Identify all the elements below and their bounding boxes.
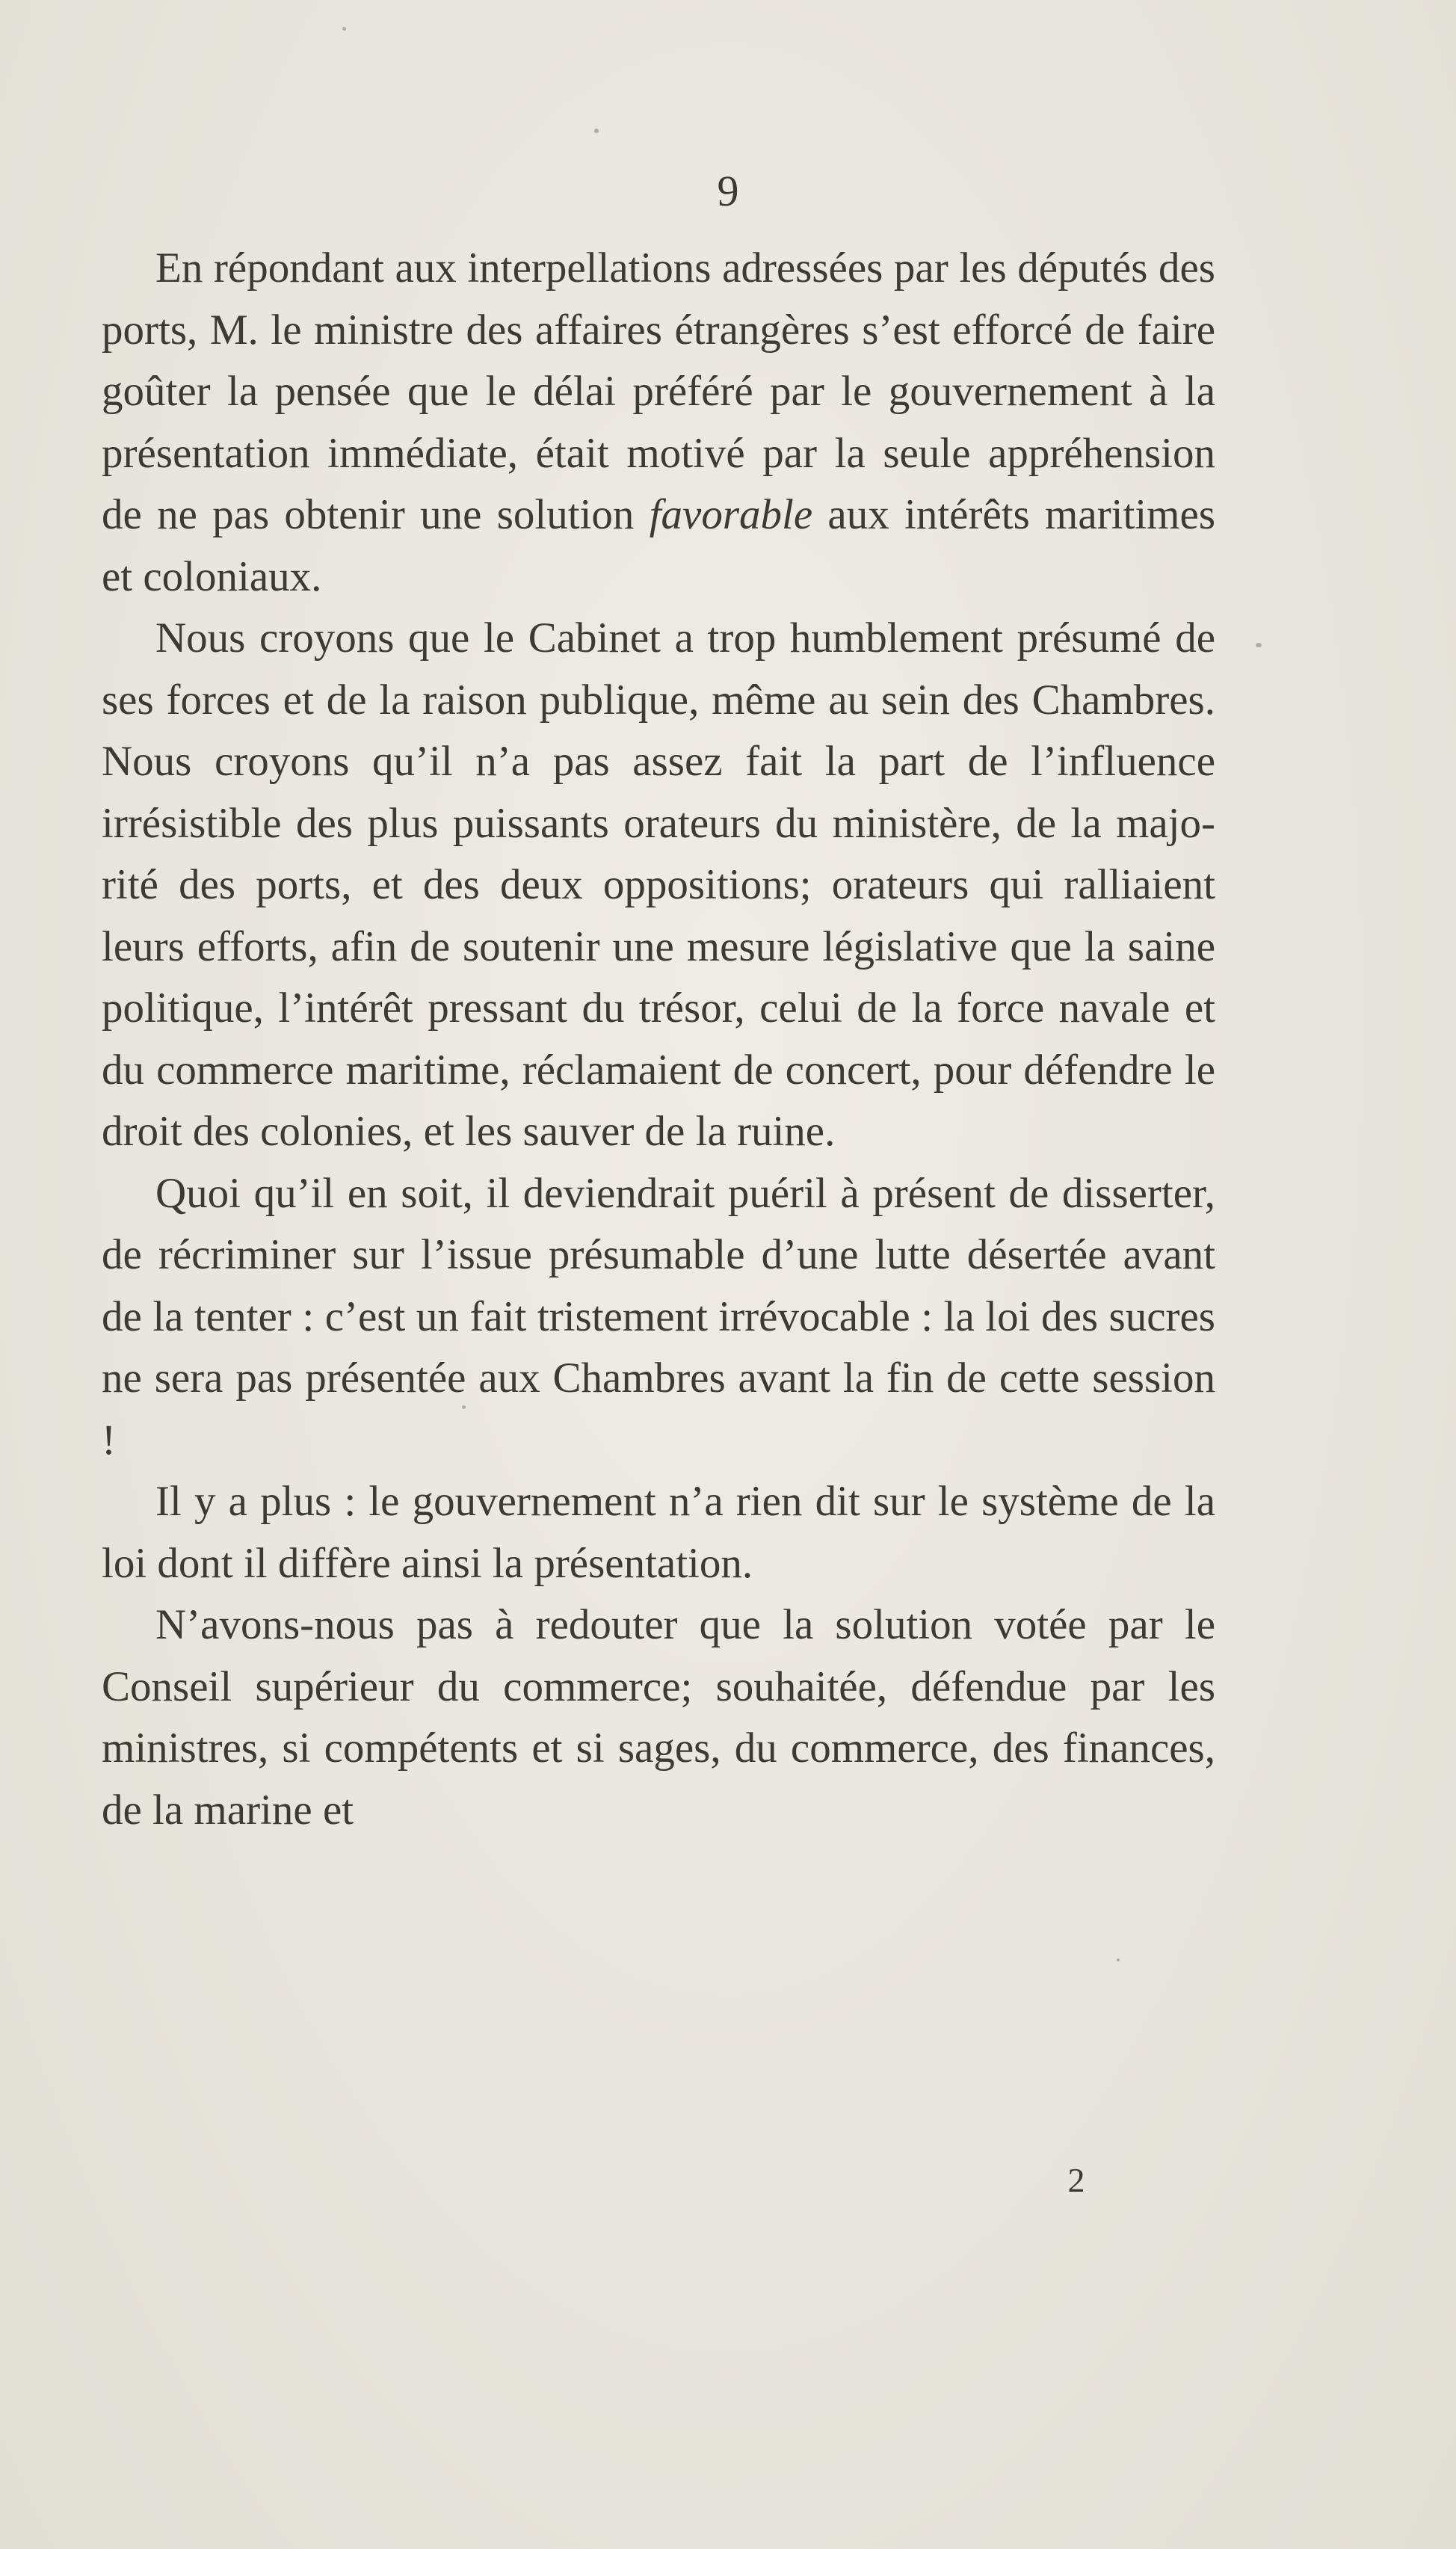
paper-speck [594,129,599,133]
paper-speck [462,1405,466,1409]
paper-speck [1117,1958,1120,1961]
paper-speck [342,27,346,31]
body-text [102,238,1215,1841]
paragraph-3: Quoi qu’il en soit, il deviendrait puéril à présent de disserter, de récriminer sur l’issue présumable d’une lutte désertée avant de la tenter : c’est un fait tristement irrévocable : la loi des sucres ne sera pas présentée aux Chambres avant la fin de cette session ! [102,1169,1215,1464]
paragraph-2: Nous croyons que le Cabinet a trop humblement présumé de ses forces et de la raison publique, même au sein des Chambres. Nous croyons qu’il n’a pas assez fait la part de l’influence irrésistible des plus puissants orateurs du ministère, de la majorité des ports, et des deux oppositions; orateurs qui ralliaient leurs efforts, afin de soutenir une mesure législative que la saine politique, l’intérêt pressant du trésor, celui de la force navale et du commerce maritime, réclamaient de concert, pour défendre le droit des colonies, et les sauver de la ruine. [102,614,1215,1155]
page-number: 9 [717,167,739,215]
paragraph-1 [102,238,1215,608]
signature-mark: 2 [1067,2161,1085,2199]
paragraph-1-italic-word: favorable [649,491,813,538]
paragraph-1-text: En répondant aux interpellations adressées par les députés des ports, M. le ministre des affaires étrangères s’est efforcé de faire goûter la pensée que le délai préféré par le gouvernement à la présentation immédiate, était motivé par la seule appréhension de ne pas obtenir une solution [102,244,1215,538]
paragraph-1-text-end: aux intérêts maritimes et coloniaux. [102,491,1215,600]
paragraph-4: Il y a plus : le gouvernement n’a rien dit sur le système de la loi dont il diffère ainsi la présentation. [102,1478,1215,1587]
paper-speck [1256,643,1262,647]
paragraph-5: N’avons-nous pas à redouter que la solution votée par le Conseil supérieur du commerce; souhaitée, défendue par les ministres, si compétents et si sages, du commerce, des finances, de la marine et [102,1601,1215,1834]
